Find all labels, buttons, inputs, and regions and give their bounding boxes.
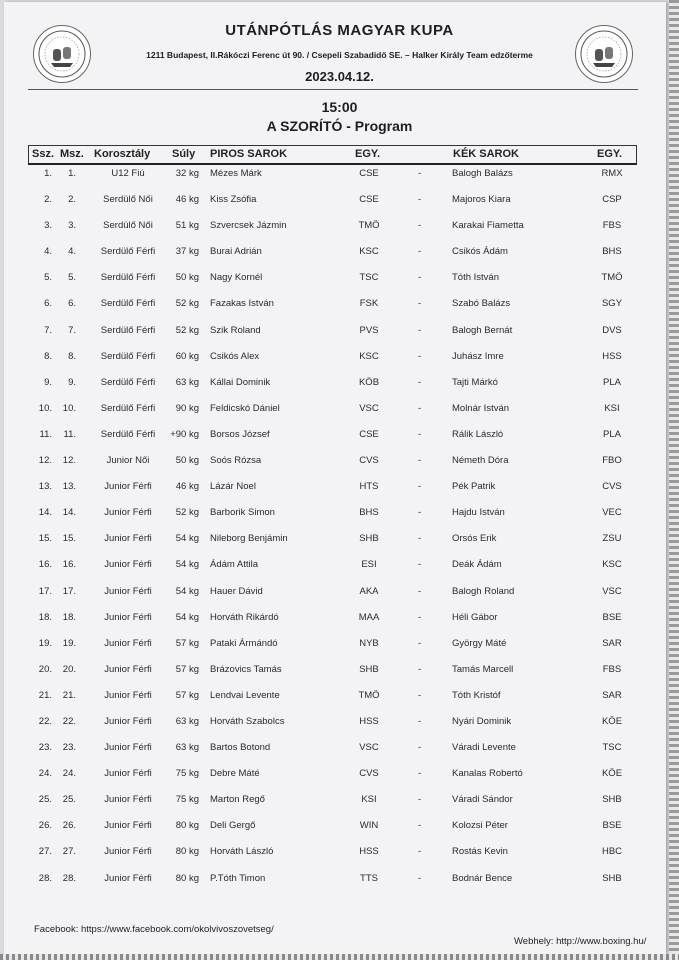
age-group: Junior Férfi: [104, 820, 152, 832]
table-row: [0, 634, 679, 660]
blue-corner-club: KSI: [604, 402, 620, 414]
red-corner-club: HSS: [359, 715, 379, 727]
facebook-link[interactable]: Facebook: https://www.facebook.com/okolvivoszovetseg/: [34, 924, 274, 935]
red-corner-boxer: Lendvai Levente: [210, 689, 280, 701]
red-corner-club: KSC: [359, 246, 379, 258]
blue-corner-boxer: Csikós Ádám: [452, 246, 508, 258]
match-number: 8.: [68, 350, 76, 362]
blue-corner-club: TSC: [602, 742, 622, 754]
separator: -: [418, 220, 422, 232]
match-number: 16.: [62, 559, 76, 571]
weight-class: 60 kg: [175, 350, 199, 362]
match-number: 14.: [62, 507, 76, 519]
red-corner-club: KÖB: [358, 376, 380, 388]
blue-corner-boxer: Tajti Márkó: [452, 376, 498, 388]
blue-corner-club: SHB: [602, 872, 622, 884]
red-corner-boxer: Barborik Simon: [210, 507, 275, 519]
blue-corner-club: BSE: [602, 820, 622, 832]
blue-corner-club: VSC: [602, 585, 622, 597]
separator: -: [418, 585, 422, 597]
red-corner-club: VSC: [359, 742, 379, 754]
table-row: [0, 738, 679, 764]
age-group: Junior Férfi: [104, 742, 152, 754]
blue-corner-club: CSP: [602, 194, 622, 206]
separator: -: [418, 298, 422, 310]
table-row: [0, 555, 679, 581]
bout-number: 17.: [38, 585, 52, 597]
red-corner-club: BHS: [359, 507, 379, 519]
age-group: Junior Férfi: [104, 533, 152, 545]
table-row: [0, 686, 679, 712]
table-row: [0, 216, 679, 242]
red-corner-boxer: P.Tóth Timon: [210, 872, 266, 884]
table-header: [28, 145, 637, 165]
table-row: [0, 503, 679, 529]
age-group: Junior Férfi: [104, 611, 152, 623]
bout-number: 16.: [38, 559, 52, 571]
red-corner-club: CSE: [359, 168, 379, 179]
red-corner-boxer: Pataki Ármándó: [210, 637, 278, 649]
header-divider: [28, 89, 638, 90]
blue-corner-club: PLA: [603, 428, 621, 440]
blue-corner-boxer: Héli Gábor: [452, 611, 498, 623]
weight-class: 57 kg: [175, 663, 199, 675]
weight-class: 80 kg: [175, 846, 199, 858]
bout-number: 23.: [38, 742, 52, 754]
weight-class: 57 kg: [175, 689, 199, 701]
red-corner-club: CSE: [359, 194, 379, 206]
blue-corner-club: HBC: [601, 846, 623, 858]
weight-class: 54 kg: [175, 611, 199, 623]
red-corner-boxer: Deli Gergő: [210, 820, 256, 832]
separator: -: [418, 689, 422, 701]
blue-corner-boxer: Szabó Balázs: [452, 298, 511, 310]
age-group: Junior Férfi: [104, 481, 152, 493]
match-number: 12.: [62, 455, 76, 467]
blue-corner-club: FBS: [602, 663, 622, 675]
weight-class: 37 kg: [175, 246, 199, 258]
match-number: 4.: [68, 246, 76, 258]
table-row: [0, 425, 679, 451]
weight-class: 90 kg: [175, 402, 199, 414]
table-row: [0, 608, 679, 634]
age-group: Serdülő Férfi: [100, 272, 156, 284]
separator: -: [418, 611, 422, 623]
match-number: 6.: [68, 298, 76, 310]
age-group: Junior Férfi: [104, 637, 152, 649]
blue-corner-boxer: György Máté: [452, 637, 507, 649]
red-corner-boxer: Borsos József: [210, 428, 270, 440]
red-corner-boxer: Horváth Szabolcs: [210, 715, 285, 727]
red-corner-boxer: Kállai Dominik: [210, 376, 271, 388]
match-number: 19.: [62, 637, 76, 649]
blue-corner-club: RMX: [601, 168, 623, 179]
weight-class: 54 kg: [175, 585, 199, 597]
col-ssz: Ssz.: [32, 148, 55, 160]
bout-number: 14.: [38, 507, 52, 519]
match-number: 9.: [68, 376, 76, 388]
bout-number: 13.: [38, 481, 52, 493]
red-corner-boxer: Nagy Kornél: [210, 272, 263, 284]
red-corner-club: KSI: [361, 794, 377, 806]
weight-class: 63 kg: [175, 742, 199, 754]
weight-class: 80 kg: [175, 872, 199, 884]
table-row: [0, 790, 679, 816]
weight-class: 63 kg: [175, 715, 199, 727]
bout-number: 10.: [38, 402, 52, 414]
separator: -: [418, 820, 422, 832]
separator: -: [418, 533, 422, 545]
bout-number: 21.: [38, 689, 52, 701]
blue-corner-boxer: Balogh Roland: [452, 585, 515, 597]
red-corner-club: PVS: [359, 324, 379, 336]
table-row: [0, 268, 679, 294]
blue-corner-club: FBO: [602, 455, 622, 467]
blue-corner-club: KÖE: [601, 768, 623, 780]
red-corner-boxer: Csikós Alex: [210, 350, 260, 362]
red-corner-club: CVS: [359, 455, 379, 467]
weight-class: +90 kg: [170, 428, 199, 440]
blue-corner-club: KÖE: [601, 715, 623, 727]
red-corner-club: TTS: [360, 872, 378, 884]
red-corner-boxer: Nileborg Benjámin: [210, 533, 288, 545]
blue-corner-boxer: Bodnár Bence: [452, 872, 513, 884]
separator: -: [418, 637, 422, 649]
separator: -: [418, 194, 422, 206]
red-corner-club: ESI: [361, 559, 377, 571]
red-corner-boxer: Kiss Zsófia: [210, 194, 257, 206]
red-corner-club: CVS: [359, 768, 379, 780]
col-egy-blue: EGY.: [597, 148, 623, 160]
blue-corner-boxer: Balogh Bernát: [452, 324, 513, 336]
separator: -: [418, 350, 422, 362]
bout-number: 19.: [38, 637, 52, 649]
red-corner-boxer: Mézes Márk: [210, 168, 262, 179]
match-number: 3.: [68, 220, 76, 232]
match-number: 27.: [62, 846, 76, 858]
age-group: Junior Férfi: [104, 689, 152, 701]
red-corner-boxer: Ádám Attila: [210, 559, 259, 571]
event-time: 15:00: [321, 99, 358, 115]
separator: -: [418, 455, 422, 467]
match-number: 13.: [62, 481, 76, 493]
separator: -: [418, 715, 422, 727]
age-group: Serdülő Női: [103, 220, 153, 232]
red-corner-club: HSS: [359, 846, 379, 858]
separator: -: [418, 768, 422, 780]
separator: -: [418, 507, 422, 519]
blue-corner-club: VEC: [602, 507, 622, 519]
table-row: [0, 294, 679, 320]
blue-corner-boxer: Rostás Kevin: [452, 846, 508, 858]
weight-class: 52 kg: [175, 507, 199, 519]
event-date: 2023.04.12.: [305, 69, 374, 84]
bout-number: 1.: [44, 168, 52, 179]
event-title: UTÁNPÓTLÁS MAGYAR KUPA: [225, 22, 454, 39]
match-number: 22.: [62, 715, 76, 727]
age-group: Junior Férfi: [104, 507, 152, 519]
separator: -: [418, 559, 422, 571]
website-link[interactable]: Webhely: http://www.boxing.hu/: [514, 936, 647, 947]
bout-number: 26.: [38, 820, 52, 832]
match-number: 25.: [62, 794, 76, 806]
weight-class: 75 kg: [175, 768, 199, 780]
match-number: 21.: [62, 689, 76, 701]
bout-number: 15.: [38, 533, 52, 545]
table-row: [0, 321, 679, 347]
match-number: 17.: [62, 585, 76, 597]
blue-corner-boxer: Pék Patrik: [452, 481, 496, 493]
age-group: Serdülő Férfi: [100, 428, 156, 440]
separator: -: [418, 794, 422, 806]
bout-number: 27.: [38, 846, 52, 858]
bout-number: 25.: [38, 794, 52, 806]
age-group: Junior Férfi: [104, 794, 152, 806]
blue-corner-club: BSE: [602, 611, 622, 623]
age-group: Serdülő Férfi: [100, 350, 156, 362]
match-number: 18.: [62, 611, 76, 623]
event-address: 1211 Budapest, II.Rákóczi Ferenc út 90. / Csepeli Szabadidő SE. – Halker Király Team edzőterme: [146, 50, 533, 60]
red-corner-boxer: Soós Rózsa: [210, 455, 262, 467]
blue-corner-boxer: Rálik László: [452, 428, 504, 440]
red-corner-club: NYB: [359, 637, 379, 649]
table-row: [0, 529, 679, 555]
weight-class: 46 kg: [175, 194, 199, 206]
age-group: Junior Férfi: [104, 585, 152, 597]
age-group: Junior Férfi: [104, 768, 152, 780]
separator: -: [418, 481, 422, 493]
bout-number: 20.: [38, 663, 52, 675]
col-korosztaly: Korosztály: [94, 148, 151, 160]
age-group: Junior Férfi: [104, 663, 152, 675]
paper-edge-bottom: [0, 954, 679, 960]
red-corner-boxer: Szik Roland: [210, 324, 261, 336]
age-group: Serdülő Női: [103, 194, 153, 206]
age-group: Serdülő Férfi: [100, 324, 156, 336]
bout-number: 2.: [44, 194, 52, 206]
blue-corner-boxer: Orsós Erik: [452, 533, 497, 545]
bout-list: [0, 164, 679, 895]
separator: -: [418, 428, 422, 440]
blue-corner-club: FBS: [602, 220, 622, 232]
red-corner-boxer: Fazakas István: [210, 298, 274, 310]
table-row: [0, 712, 679, 738]
match-number: 2.: [68, 194, 76, 206]
separator: -: [418, 272, 422, 284]
blue-corner-club: ZSU: [602, 533, 622, 545]
red-corner-boxer: Lázár Noel: [210, 481, 256, 493]
red-corner-boxer: Hauer Dávid: [210, 585, 263, 597]
red-corner-boxer: Szvercsek Jázmin: [210, 220, 287, 232]
red-corner-club: MAA: [358, 611, 380, 623]
match-number: 7.: [68, 324, 76, 336]
age-group: Junior Férfi: [104, 559, 152, 571]
match-number: 5.: [68, 272, 76, 284]
blue-corner-boxer: Molnár István: [452, 402, 510, 414]
table-row: [0, 399, 679, 425]
red-corner-boxer: Feldicskó Dániel: [210, 402, 280, 414]
table-row: [0, 242, 679, 268]
weight-class: 57 kg: [175, 637, 199, 649]
red-corner-boxer: Brázovics Tamás: [210, 663, 282, 675]
col-msz: Msz.: [60, 148, 84, 160]
weight-class: 54 kg: [175, 533, 199, 545]
weight-class: 63 kg: [175, 376, 199, 388]
blue-corner-boxer: Balogh Balázs: [452, 168, 513, 179]
match-number: 23.: [62, 742, 76, 754]
blue-corner-club: SGY: [601, 298, 623, 310]
table-row: [0, 190, 679, 216]
separator: -: [418, 376, 422, 388]
blue-corner-boxer: Németh Dóra: [452, 455, 509, 467]
blue-corner-boxer: Kanalas Robertó: [452, 768, 523, 780]
blue-corner-club: SHB: [602, 794, 622, 806]
blue-corner-boxer: Tóth Kristóf: [452, 689, 501, 701]
red-corner-club: SHB: [359, 663, 379, 675]
col-suly: Súly: [172, 148, 196, 160]
weight-class: 50 kg: [175, 272, 199, 284]
age-group: Junior Férfi: [104, 872, 152, 884]
red-corner-club: WIN: [359, 820, 379, 832]
blue-corner-club: DVS: [602, 324, 622, 336]
bout-number: 18.: [38, 611, 52, 623]
blue-corner-boxer: Majoros Kiara: [452, 194, 511, 206]
bout-number: 24.: [38, 768, 52, 780]
weight-class: 50 kg: [175, 455, 199, 467]
red-corner-club: FSK: [359, 298, 379, 310]
match-number: 26.: [62, 820, 76, 832]
blue-corner-boxer: Nyári Dominik: [452, 715, 512, 727]
red-corner-club: CSE: [359, 428, 379, 440]
blue-corner-boxer: Kolozsi Péter: [452, 820, 508, 832]
age-group: Junior Női: [106, 455, 150, 467]
col-egy-red: EGY.: [355, 148, 381, 160]
separator: -: [418, 324, 422, 336]
table-row: [0, 816, 679, 842]
table-row: [0, 451, 679, 477]
age-group: Serdülő Férfi: [100, 298, 156, 310]
red-corner-club: SHB: [359, 533, 379, 545]
bout-number: 5.: [44, 272, 52, 284]
bout-number: 7.: [44, 324, 52, 336]
match-number: 11.: [63, 428, 76, 440]
blue-corner-boxer: Juhász Imre: [452, 350, 504, 362]
table-row: [0, 660, 679, 686]
separator: -: [418, 742, 422, 754]
bout-number: 11.: [39, 428, 52, 440]
bout-number: 12.: [38, 455, 52, 467]
age-group: Serdülő Férfi: [100, 246, 156, 258]
blue-corner-boxer: Váradi Levente: [452, 742, 516, 754]
table-row: [0, 477, 679, 503]
red-corner-club: AKA: [359, 585, 379, 597]
blue-corner-boxer: Váradi Sándor: [452, 794, 513, 806]
separator: -: [418, 663, 422, 675]
blue-corner-club: HSS: [602, 350, 622, 362]
bout-number: 22.: [38, 715, 52, 727]
weight-class: 51 kg: [175, 220, 199, 232]
match-number: 15.: [62, 533, 76, 545]
table-row: [0, 164, 679, 190]
blue-corner-club: SAR: [602, 689, 622, 701]
match-number: 10.: [62, 402, 76, 414]
blue-corner-boxer: Tamás Marcell: [452, 663, 514, 675]
bout-number: 9.: [44, 376, 52, 388]
blue-corner-club: BHS: [602, 246, 622, 258]
red-corner-club: TMÖ: [358, 220, 380, 232]
red-corner-boxer: Bartos Botond: [210, 742, 271, 754]
program-title: A SZORÍTÓ - Program: [266, 118, 413, 134]
blue-corner-boxer: Deák Ádám: [452, 559, 502, 571]
separator: -: [418, 168, 422, 179]
blue-corner-boxer: Karakai Fiametta: [452, 220, 524, 232]
match-number: 20.: [62, 663, 76, 675]
red-corner-boxer: Burai Adrián: [210, 246, 262, 258]
red-corner-boxer: Horváth Rikárdó: [210, 611, 279, 623]
weight-class: 52 kg: [175, 298, 199, 310]
red-corner-club: TSC: [359, 272, 379, 284]
separator: -: [418, 246, 422, 258]
weight-class: 75 kg: [175, 794, 199, 806]
weight-class: 46 kg: [175, 481, 199, 493]
blue-corner-club: CVS: [602, 481, 622, 493]
weight-class: 32 kg: [175, 168, 199, 179]
weight-class: 80 kg: [175, 820, 199, 832]
table-row: [0, 869, 679, 895]
red-corner-boxer: Debre Máté: [210, 768, 260, 780]
age-group: Serdülő Férfi: [100, 402, 156, 414]
blue-corner-club: TMÖ: [601, 272, 623, 284]
red-corner-club: HTS: [359, 481, 379, 493]
age-group: Junior Férfi: [104, 846, 152, 858]
age-group: U12 Fiú: [111, 168, 145, 179]
weight-class: 52 kg: [175, 324, 199, 336]
blue-corner-boxer: Hajdu István: [452, 507, 505, 519]
red-corner-club: TMÖ: [358, 689, 380, 701]
table-row: [0, 582, 679, 608]
bout-number: 28.: [38, 872, 52, 884]
match-number: 28.: [62, 872, 76, 884]
blue-corner-club: SAR: [602, 637, 622, 649]
match-number: 1.: [68, 168, 76, 179]
red-corner-club: KSC: [359, 350, 379, 362]
blue-corner-club: KSC: [602, 559, 622, 571]
table-row: [0, 842, 679, 868]
col-piros-sarok: PIROS SAROK: [210, 148, 288, 160]
blue-corner-club: PLA: [603, 376, 621, 388]
bout-number: 8.: [44, 350, 52, 362]
col-kek-sarok: KÉK SAROK: [453, 148, 520, 160]
age-group: Junior Férfi: [104, 715, 152, 727]
separator: -: [418, 846, 422, 858]
red-corner-boxer: Marton Regő: [210, 794, 265, 806]
bout-number: 4.: [44, 246, 52, 258]
red-corner-boxer: Horváth László: [210, 846, 274, 858]
separator: -: [418, 872, 422, 884]
red-corner-club: VSC: [359, 402, 379, 414]
bout-number: 6.: [44, 298, 52, 310]
table-row: [0, 764, 679, 790]
blue-corner-boxer: Tóth István: [452, 272, 499, 284]
table-row: [0, 347, 679, 373]
table-row: [0, 373, 679, 399]
weight-class: 54 kg: [175, 559, 199, 571]
age-group: Serdülő Férfi: [100, 376, 156, 388]
separator: -: [418, 402, 422, 414]
match-number: 24.: [62, 768, 76, 780]
bout-number: 3.: [44, 220, 52, 232]
